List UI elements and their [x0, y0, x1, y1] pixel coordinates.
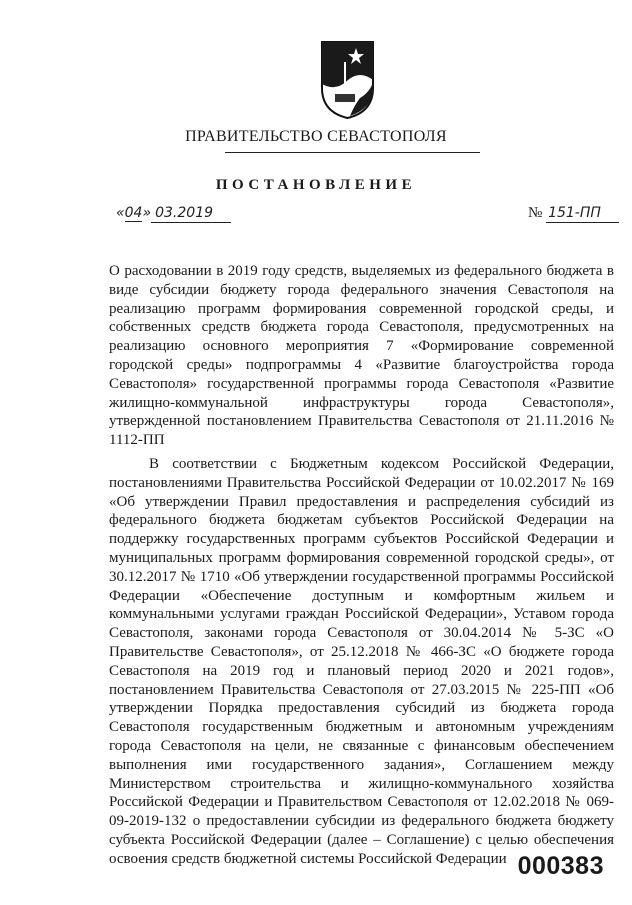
- number-value: 151-ПП: [546, 205, 619, 223]
- title-underline: [225, 152, 480, 153]
- coat-of-arms-icon: [320, 40, 375, 120]
- date-day: 04: [124, 205, 143, 221]
- document-body: В соответствии с Бюджетным кодексом Российской Федерации, постановлениями Правительства Российской Федерации от 10.02.2017 № 169 «Об утверждении Правил предоставления и распределения субсидий из федерального бюджета бюджетам субъектов Российской Федерации на поддержку государственных программ субъектов Российской Федерации и муниципальных программ формирования современной городской среды», от 30.12.2017 № 1710 «Об утверждении государственной программы Российской Федерации «Обеспечение доступным и комфортным жильем и коммунальными услугами граждан Российской Федерации», Уставом города Севастополя, законами города Севастополя от 30.04.2014 № 5-ЗС «О Правительстве Севастополя», от 25.12.2018 № 466-ЗС «О бюджете города Севастополя на 2019 год и плановый период 2020 и 2021 годов», постановлением Правительства Севастополя от 27.03.2015 № 225-ПП «Об утверждении Порядка предоставления субсидий из бюджета города Севастополя государственным бюджетным и автономным учреждениям города Севастополя на цели, не связанные с финансовым обеспечением выполнения ими государственного задания», Соглашением между Министерством строительства и жилищно-коммунального хозяйства Российской Федерации и Правительством Севастополя от 12.02.2018 № 069-09-2019-132 о предоставлении субсидии из федерального бюджета бюджету субъекта Российской Федерации (далее – Соглашение) с целью обеспечения освоения средств бюджетной системы Российской Федерации: [109, 456, 614, 867]
- date-open-quote: «: [116, 205, 125, 221]
- document-number: [528, 205, 619, 223]
- document-subject: О расходовании в 2019 году средств, выделяемых из федерального бюджета в виде субсидии бюджету города федерального значения Севастополя на реализацию программ формирования современной городской среды, и собственных средств бюджета города Севастополя, предусмотренных на реализацию основного мероприятия 7 «Формирование современной городской среды» подпрограммы 4 «Развитие благоустройства города Севастополя» государственной программы города Севастополя «Развитие жилищно-коммунальной инфраструктуры города Севастополя», утвержденной постановлением Правительства Севастополя от 21.11.2016 № 1112-ПП: [109, 263, 614, 449]
- date-close-quote: »: [142, 205, 152, 221]
- document-type: ПОСТАНОВЛЕНИЕ: [215, 177, 417, 193]
- page-stamp-number: 000383: [517, 852, 604, 880]
- date-month-year: 03.2019: [151, 205, 231, 223]
- number-sign: №: [528, 205, 543, 221]
- government-title: ПРАВИТЕЛЬСТВО СЕВАСТОПОЛЯ: [185, 128, 447, 145]
- document-date: [116, 205, 231, 223]
